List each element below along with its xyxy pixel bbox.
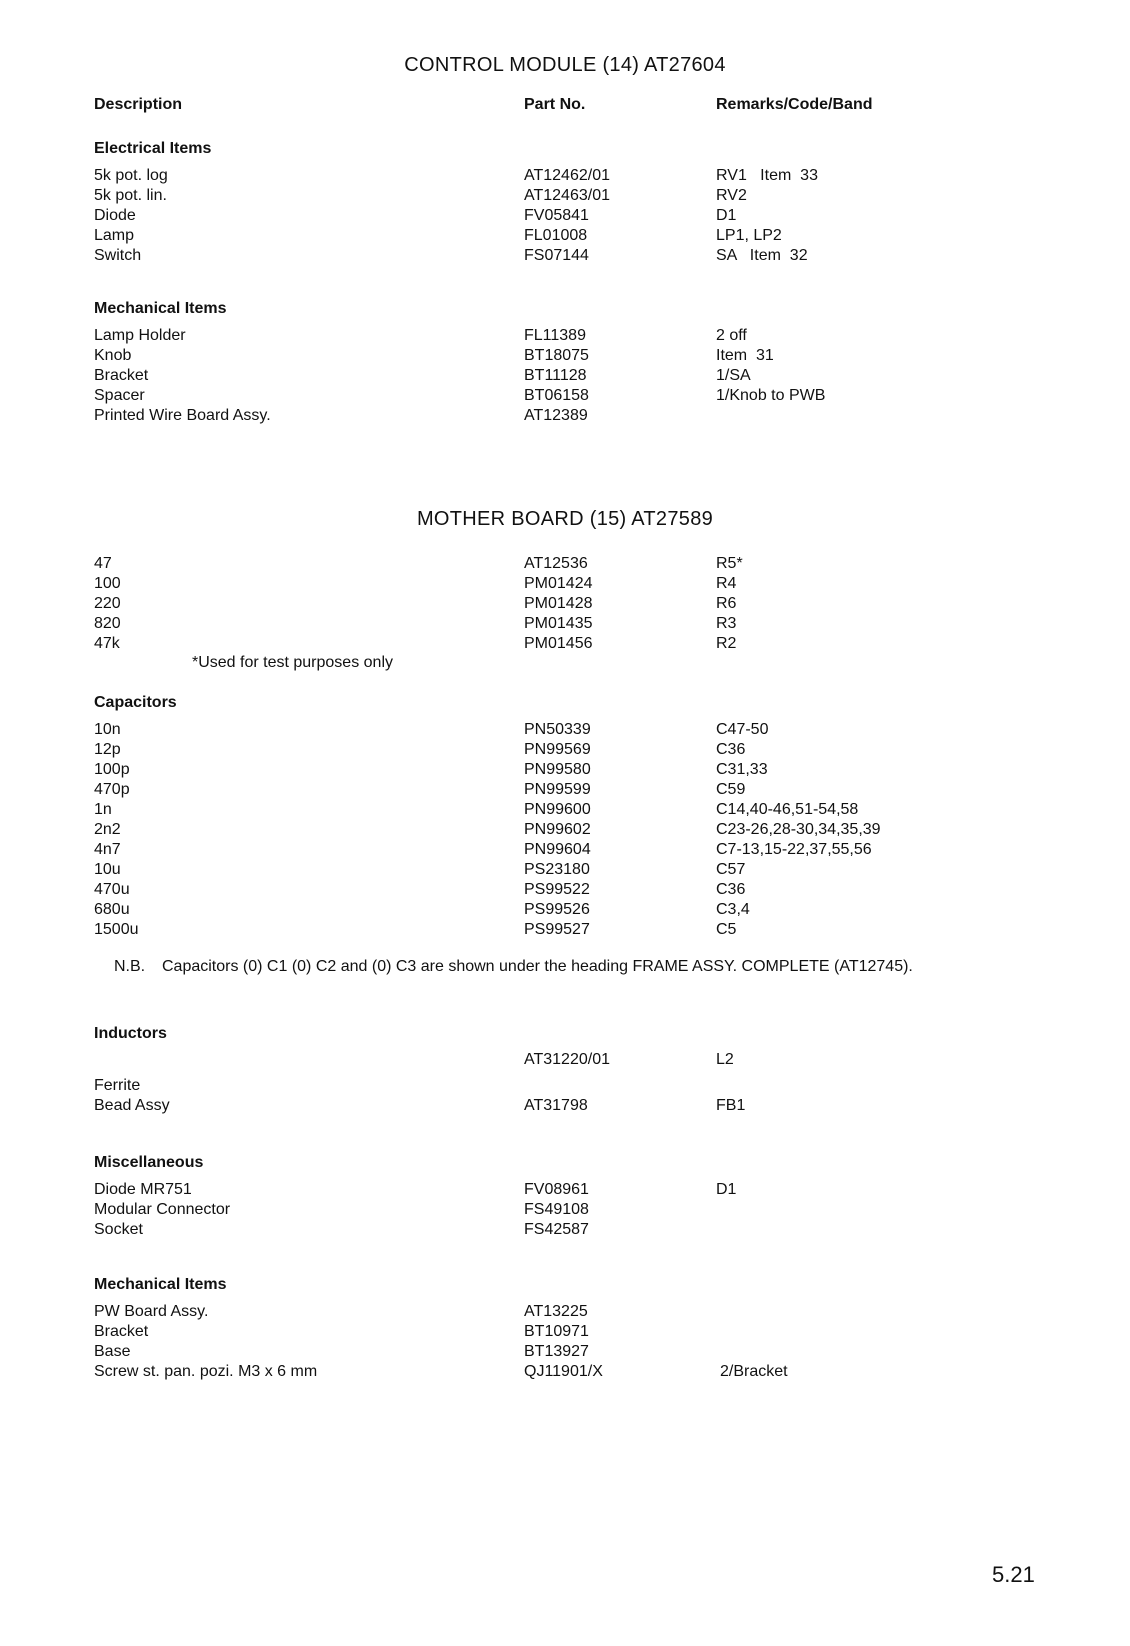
description-column-header: Description [94,96,183,113]
remarks-column-header: Remarks/Code/Band [716,96,873,113]
part-number-cell: PS99526 [524,901,590,918]
remarks-cell: R5* [716,555,743,572]
nb-note [114,956,974,1000]
table-row [94,614,1094,634]
part-number-cell: AT12536 [524,555,588,572]
part-number-cell: BT18075 [524,347,589,364]
control-module-title: CONTROL MODULE (14) AT27604 [404,54,726,76]
remarks-cell: L2 [716,1051,734,1068]
table-row [94,634,1094,654]
part-number-cell: PN99604 [524,841,591,858]
part-number-cell: PS99522 [524,881,590,898]
table-row [94,920,1094,940]
remarks-cell: R6 [716,595,737,612]
resistors-list [94,554,1094,654]
table-row [94,1050,1094,1070]
table-row [94,406,1094,426]
part-number-cell: BT06158 [524,387,589,404]
remarks-cell: D1 [716,207,737,224]
description-cell: Socket [94,1221,143,1238]
part-number-cell: BT10971 [524,1323,589,1340]
description-cell: 2n2 [94,821,121,838]
table-row [94,206,1094,226]
part-number-cell: PM01424 [524,575,593,592]
table-row [94,346,1094,366]
remarks-cell: RV2 [716,187,747,204]
remarks-cell: R3 [716,615,737,632]
description-cell: 47k [94,635,120,652]
remarks-cell: C3,4 [716,901,750,918]
description-cell: Knob [94,347,132,364]
part-number-cell: PM01428 [524,595,593,612]
table-row [94,1180,1094,1200]
nb-label: N.B. [114,958,146,975]
description-cell: 100p [94,761,130,778]
remarks-cell: 2 off [716,327,747,344]
table-row [94,1220,1094,1240]
remarks-cell: RV1 Item 33 [716,167,818,184]
table-row [94,720,1094,740]
description-cell: 820 [94,615,121,632]
remarks-cell: C23-26,28-30,34,35,39 [716,821,881,838]
part-number-cell: PN99569 [524,741,591,758]
miscellaneous-heading: Miscellaneous [94,1154,204,1171]
mother-board-title: MOTHER BOARD (15) AT27589 [416,508,714,530]
description-cell: Ferrite [94,1077,141,1094]
capacitors-list [94,720,1094,940]
description-cell: 220 [94,595,121,612]
miscellaneous-list [94,1180,1094,1240]
description-cell: 470u [94,881,130,898]
remarks-cell: FB1 [716,1097,746,1114]
part-number-cell: PN99580 [524,761,591,778]
description-cell: Modular Connector [94,1201,231,1218]
part-number-cell: AT31220/01 [524,1051,610,1068]
table-row [94,880,1094,900]
table-row [94,226,1094,246]
description-cell: 5k pot. lin. [94,187,167,204]
part-number-cell: FS49108 [524,1201,589,1218]
description-cell: Diode [94,207,136,224]
inductors-heading: Inductors [94,1025,167,1042]
remarks-cell: SA Item 32 [716,247,808,264]
part-number-cell: AT12389 [524,407,588,424]
description-cell: 680u [94,901,130,918]
part-number-cell: PM01435 [524,615,593,632]
part-no-column-header: Part No. [524,96,586,113]
table-row [94,1362,1094,1382]
description-cell: 5k pot. log [94,167,168,184]
part-number-cell: AT13225 [524,1303,588,1320]
capacitors-heading: Capacitors [94,694,177,711]
part-number-cell: AT12462/01 [524,167,610,184]
table-row [94,1096,1094,1116]
table-row [94,186,1094,206]
description-cell: 470p [94,781,130,798]
electrical-items-list [94,166,1094,266]
part-number-cell: PN50339 [524,721,591,738]
remarks-cell: R4 [716,575,737,592]
remarks-cell: C14,40-46,51-54,58 [716,801,859,818]
table-row [94,326,1094,346]
description-cell: PW Board Assy. [94,1303,209,1320]
remarks-cell: D1 [716,1181,737,1198]
table-row [94,860,1094,880]
control-mechanical-items-list [94,326,1094,426]
remarks-cell: R2 [716,635,737,652]
part-number-cell: PS23180 [524,861,590,878]
description-cell: Lamp [94,227,135,244]
description-cell: Diode MR751 [94,1181,192,1198]
part-number-cell: AT12463/01 [524,187,610,204]
table-row [94,900,1094,920]
part-number-cell: BT11128 [524,367,587,384]
remarks-cell: C59 [716,781,746,798]
remarks-cell: C47-50 [716,721,769,738]
remarks-cell: 1/SA [716,367,751,384]
part-number-cell: PN99602 [524,821,591,838]
part-number-cell: PN99600 [524,801,591,818]
part-number-cell: PN99599 [524,781,591,798]
part-number-cell: FS07144 [524,247,589,264]
part-number-cell: FL11389 [524,327,586,344]
table-row [94,1322,1094,1342]
table-row [94,386,1094,406]
table-row [94,1342,1094,1362]
description-cell: Bracket [94,1323,149,1340]
table-row [94,800,1094,820]
mechanical-items-heading: Mechanical Items [94,300,227,317]
part-number-cell: PS99527 [524,921,590,938]
description-cell: 1n [94,801,112,818]
table-row [94,1200,1094,1220]
table-row [94,554,1094,574]
table-row [94,1076,1094,1096]
remarks-cell: C31,33 [716,761,768,778]
description-cell: 10n [94,721,121,738]
nb-text: Capacitors (0) C1 (0) C2 and (0) C3 are shown under the heading FRAME ASSY. COMPLETE (AT12745). [162,958,913,975]
remarks-cell: C7-13,15-22,37,55,56 [716,841,872,858]
remarks-cell: Item 31 [716,347,774,364]
description-cell: 4n7 [94,841,121,858]
mother-mechanical-items-list [94,1302,1094,1382]
remarks-cell: C5 [716,921,737,938]
part-number-cell: FV05841 [524,207,589,224]
table-row [94,574,1094,594]
inductors-list [94,1050,1094,1070]
table-row [94,820,1094,840]
table-row [94,366,1094,386]
table-row [94,740,1094,760]
part-number-cell: FS42587 [524,1221,589,1238]
part-number-cell: FL01008 [524,227,588,244]
remarks-cell: 1/Knob to PWB [716,387,826,404]
remarks-cell: 2/Bracket [720,1363,788,1380]
table-row [94,166,1094,186]
table-row [94,760,1094,780]
description-cell: 12p [94,741,121,758]
description-cell: Spacer [94,387,145,404]
mother-mechanical-items-heading: Mechanical Items [94,1276,227,1293]
part-number-cell: QJ11901/X [524,1363,603,1380]
description-cell: Bead Assy [94,1097,170,1114]
table-row [94,780,1094,800]
remarks-cell: C57 [716,861,746,878]
page-number: 5.21 [992,1562,1035,1587]
table-row [94,1302,1094,1322]
ferrite-bead-entry [94,1076,1094,1116]
table-row [94,594,1094,614]
description-cell: 10u [94,861,121,878]
part-number-cell: BT13927 [524,1343,589,1360]
description-cell: Switch [94,247,142,264]
description-cell: Printed Wire Board Assy. [94,407,271,424]
remarks-cell: C36 [716,881,746,898]
description-cell: 47 [94,555,112,572]
description-cell: Screw st. pan. pozi. M3 x 6 mm [94,1363,318,1380]
description-cell: 100 [94,575,121,592]
test-purposes-footnote: *Used for test purposes only [192,654,393,671]
remarks-cell: LP1, LP2 [716,227,782,244]
description-cell: Lamp Holder [94,327,186,344]
description-cell: Bracket [94,367,149,384]
electrical-items-heading: Electrical Items [94,140,212,157]
part-number-cell: PM01456 [524,635,593,652]
description-cell: Base [94,1343,131,1360]
table-row [94,246,1094,266]
part-number-cell: AT31798 [524,1097,588,1114]
table-row [94,840,1094,860]
remarks-cell: C36 [716,741,746,758]
part-number-cell: FV08961 [524,1181,589,1198]
description-cell: 1500u [94,921,139,938]
